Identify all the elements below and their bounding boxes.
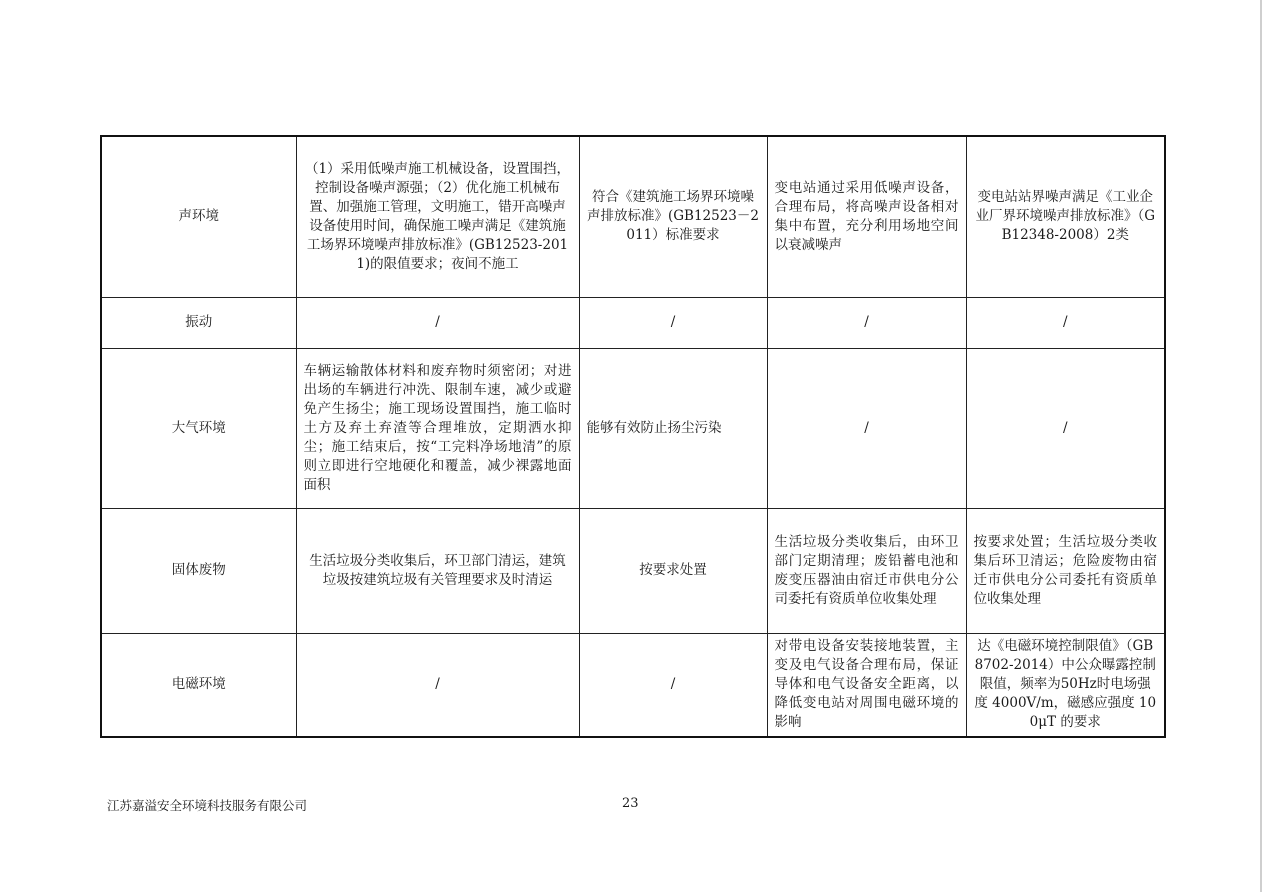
operation-measure-cell: / [767,348,966,508]
factor-cell: 声环境 [101,136,296,297]
construction-requirement-cell: 符合《建筑施工场界环境噪声排放标准》(GB12523－2011）标准要求 [579,136,767,297]
construction-measure-cell: （1）采用低噪声施工机械设备，设置围挡，控制设备噪声源强；（2）优化施工机械布置、加强施工管理，文明施工，错开高噪声设备使用时间，确保施工噪声满足《建筑施工场界环境噪声排放标准》(GB12523-2011)的限值要求；夜间不施工 [296,136,579,297]
table-row [101,348,1165,508]
footer-company-name: 江苏嘉溢安全环境科技服务有限公司 [107,798,308,813]
operation-measure-cell: 对带电设备安装接地装置，主变及电气设备合理布局，保证导体和电气设备安全距离，以降低变电站对周围电磁环境的影响 [767,633,966,737]
page-number: 23 [622,796,639,811]
operation-measure-cell: 生活垃圾分类收集后，由环卫部门定期清理；废铅蓄电池和废变压器油由宿迁市供电分公司委托有资质单位收集处理 [767,508,966,633]
operation-measure-cell: / [767,297,966,348]
table-row [101,633,1165,737]
operation-requirement-cell: 达《电磁环境控制限值》（GB8702-2014）中公众曝露控制限值，频率为50Hz时电场强度 4000V/m，磁感应强度 100μT 的要求 [966,633,1165,737]
factor-cell: 电磁环境 [101,633,296,737]
construction-requirement-cell: / [579,297,767,348]
construction-requirement-cell: / [579,633,767,737]
operation-requirement-cell: 按要求处置；生活垃圾分类收集后环卫清运；危险废物由宿迁市供电分公司委托有资质单位收集处理 [966,508,1165,633]
operation-requirement-cell: 变电站站界噪声满足《工业企业厂界环境噪声排放标准》（GB12348-2008）2类 [966,136,1165,297]
construction-measure-cell: / [296,633,579,737]
construction-requirement-cell: 按要求处置 [579,508,767,633]
construction-measure-cell: 车辆运输散体材料和废弃物时须密闭；对进出场的车辆进行冲洗、限制车速，减少或避免产生扬尘；施工现场设置围挡，施工临时土方及弃土弃渣等合理堆放，定期洒水抑尘；施工结束后，按“工完料净场地清”的原则立即进行空地硬化和覆盖，减少裸露地面面积 [296,348,579,508]
construction-measure-cell: 生活垃圾分类收集后，环卫部门清运，建筑垃圾按建筑垃圾有关管理要求及时清运 [296,508,579,633]
table-row [101,508,1165,633]
construction-measure-cell: / [296,297,579,348]
factor-cell: 大气环境 [101,348,296,508]
operation-requirement-cell: / [966,348,1165,508]
operation-measure-cell: 变电站通过采用低噪声设备，合理布局，将高噪声设备相对集中布置，充分利用场地空间以衰减噪声 [767,136,966,297]
operation-requirement-cell: / [966,297,1165,348]
construction-requirement-cell: 能够有效防止扬尘污染 [579,348,767,508]
table-row [101,297,1165,348]
environmental-measures-table [100,135,1166,738]
table-row [101,136,1165,297]
factor-cell: 固体废物 [101,508,296,633]
factor-cell: 振动 [101,297,296,348]
